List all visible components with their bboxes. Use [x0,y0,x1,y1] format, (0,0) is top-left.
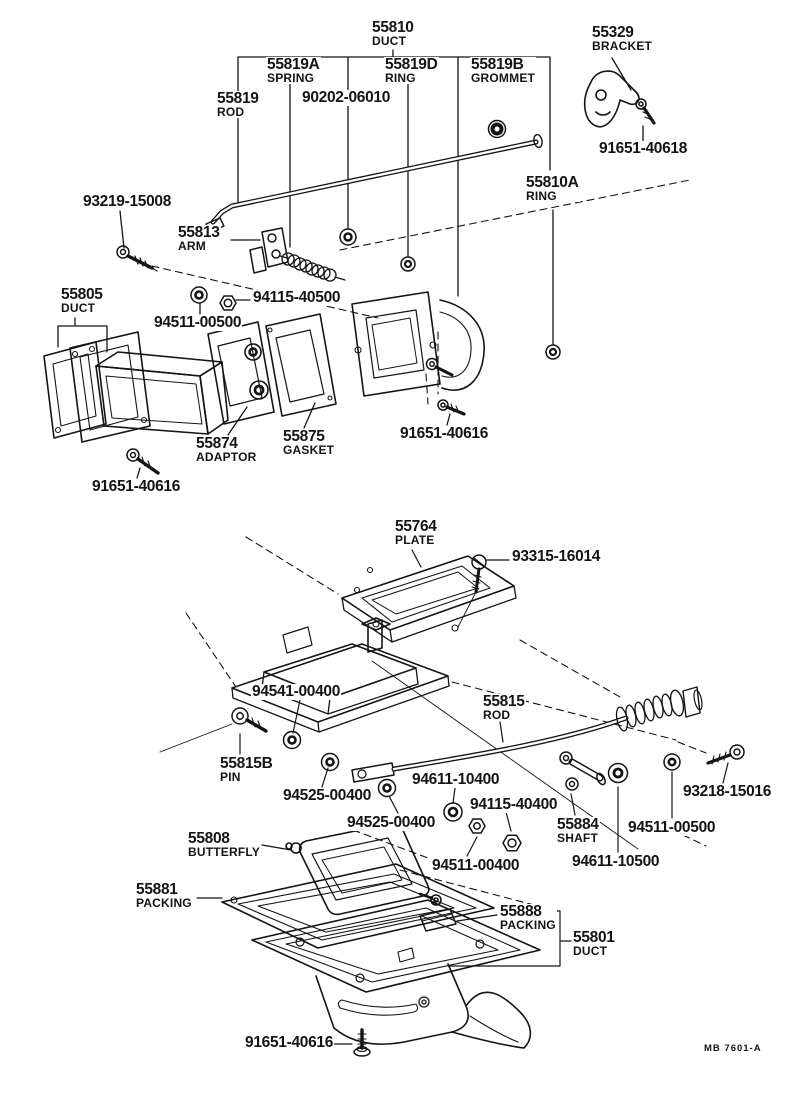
gasket-55875-drawing [266,314,336,416]
part-number: 55819 [217,90,259,107]
part-number: 55810 [372,19,414,36]
part-name: PACKING [136,895,192,910]
part-number: 91651-40616 [92,478,181,495]
part-number: 55881 [136,881,178,898]
control-box-drawing [232,618,449,732]
screw-91651-40618-drawing [636,99,654,123]
screw-91651-40616-top-drawing [438,400,464,414]
part-number: 94511-00500 [628,819,716,836]
nut-94115-40400-drawing [503,835,521,851]
part-number: 55815B [220,755,273,772]
duct-55810-drawing [352,292,484,396]
part-number: 55808 [188,830,230,847]
part-number: 55810A [526,174,579,191]
figure-code: MB 7601-A [704,1043,762,1054]
rod-55819-drawing [206,134,543,232]
screw-55815b-drawing [232,708,266,731]
nut-94115-top-drawing [220,296,236,310]
adaptor-55874-drawing [208,322,274,424]
washer-90202-drawing [340,229,356,245]
butterfly-55808-drawing [286,824,441,915]
part-number: 94115-40500 [253,289,341,306]
part-name: PLATE [395,532,435,547]
part-number: 93219-15008 [83,193,172,210]
part-number: 93218-15016 [683,783,772,800]
shaft-55884-drawing [560,752,607,790]
label-duct-55810 [371,20,415,47]
part-number: 91651-40616 [400,425,489,442]
label-94541-00400 [251,684,341,700]
label-94511-00500-top [153,315,242,331]
label-spring-55819a [266,57,321,84]
part-number: 94115-40400 [470,796,558,813]
label-91651-40616-bottom [244,1035,334,1051]
label-93219-15008 [82,194,172,210]
screw-91651-40616-left-drawing [127,449,158,473]
part-number: 55874 [196,435,238,452]
label-adaptor-55874 [195,436,258,463]
part-number: 55884 [557,816,599,833]
part-number: 94511-00500 [154,314,242,331]
part-number: 90202-06010 [302,89,391,106]
part-number: 94525-00400 [347,814,436,831]
part-number: 94611-10400 [412,771,500,788]
label-gasket-55875 [282,429,335,456]
label-duct-55805 [60,287,104,314]
label-duct-55801 [572,930,616,957]
part-number: 55801 [573,929,615,946]
label-packing-55888 [499,904,557,931]
bracket-55329-drawing [585,71,639,127]
label-grommet-55819b [470,57,536,84]
washer-94611-10500-drawing [609,764,628,783]
label-ring-55819d [384,57,439,84]
duct-55805-drawing [44,332,228,442]
part-name: PIN [220,769,241,784]
spring-55819a-drawing [280,253,345,281]
part-number: 55888 [500,903,542,920]
arm-55813-drawing [250,228,288,273]
label-94611-10500 [571,854,660,870]
part-name: ARM [178,238,206,253]
part-name: DUCT [61,300,96,315]
label-plate-55764 [394,519,438,546]
part-name: SHAFT [557,830,598,845]
label-ring-55810a [525,175,580,202]
label-94511-00400 [431,858,520,874]
label-94525-00400-b [346,815,436,831]
label-94115-40500 [252,290,341,306]
label-93315-16014 [511,549,601,565]
part-number: 94611-10500 [572,853,660,870]
washer-94511-top-drawing [191,287,207,303]
washer-94611-10400-drawing [444,803,462,821]
part-name: PACKING [500,917,556,932]
part-number: 94525-00400 [283,787,372,804]
ring-55819d-drawing [401,257,415,271]
part-number: 55329 [592,24,634,41]
label-arm-55813 [177,225,221,252]
part-name: ROD [217,104,245,119]
part-number: 91651-40618 [599,140,688,157]
label-91651-40616-left [91,479,181,495]
part-number: 91651-40616 [245,1034,334,1051]
part-name: GROMMET [471,70,536,85]
part-name: ADAPTOR [196,449,257,464]
part-name: BUTTERFLY [188,844,261,859]
part-name: SPRING [267,70,315,85]
part-name: DUCT [573,943,608,958]
label-bracket-55329 [591,25,653,52]
part-number: 55764 [395,518,437,535]
label-91651-40616-top [399,426,489,442]
ring-55810a-drawing [546,345,560,359]
label-packing-55881 [135,882,193,909]
bottom-leader-lines [197,845,571,1044]
part-number: 93315-16014 [512,548,601,565]
part-number: 55819A [267,56,320,73]
screw-93219-drawing [117,246,157,271]
label-94511-00500-right [627,820,716,836]
grommet-55819b-drawing [489,121,506,138]
label-91651-40618 [598,141,688,157]
part-name: DUCT [372,33,407,48]
label-rod-55819 [216,91,260,118]
part-number: 94511-00400 [432,857,520,874]
label-94611-10400 [411,772,500,788]
label-94115-40400 [469,797,558,813]
part-number: 55819B [471,56,524,73]
part-name: RING [526,188,557,203]
label-butterfly-55808 [187,831,261,858]
screw-93218-drawing [708,745,744,764]
part-name: GASKET [283,442,335,457]
label-shaft-55884 [556,817,600,844]
part-number: 94541-00400 [252,683,341,700]
part-name: BRACKET [592,38,653,53]
part-number: 55815 [483,693,525,710]
label-rod-55815 [482,694,526,721]
packing-55881-drawing [222,864,494,948]
part-name: ROD [483,707,511,722]
label-94525-00400-a [282,788,372,804]
nut-94511-00400-drawing [469,819,485,833]
part-number: 55805 [61,286,103,303]
duct-55801-drawing [252,900,540,1048]
label-93218-15016 [682,784,772,800]
part-number: 55875 [283,428,325,445]
part-number: 55813 [178,224,220,241]
label-pin-55815b [219,756,274,783]
washer-94511-00500-right-drawing [664,754,680,770]
part-name: RING [385,70,416,85]
part-number: 55819D [385,56,438,73]
label-90202-06010 [301,90,391,106]
